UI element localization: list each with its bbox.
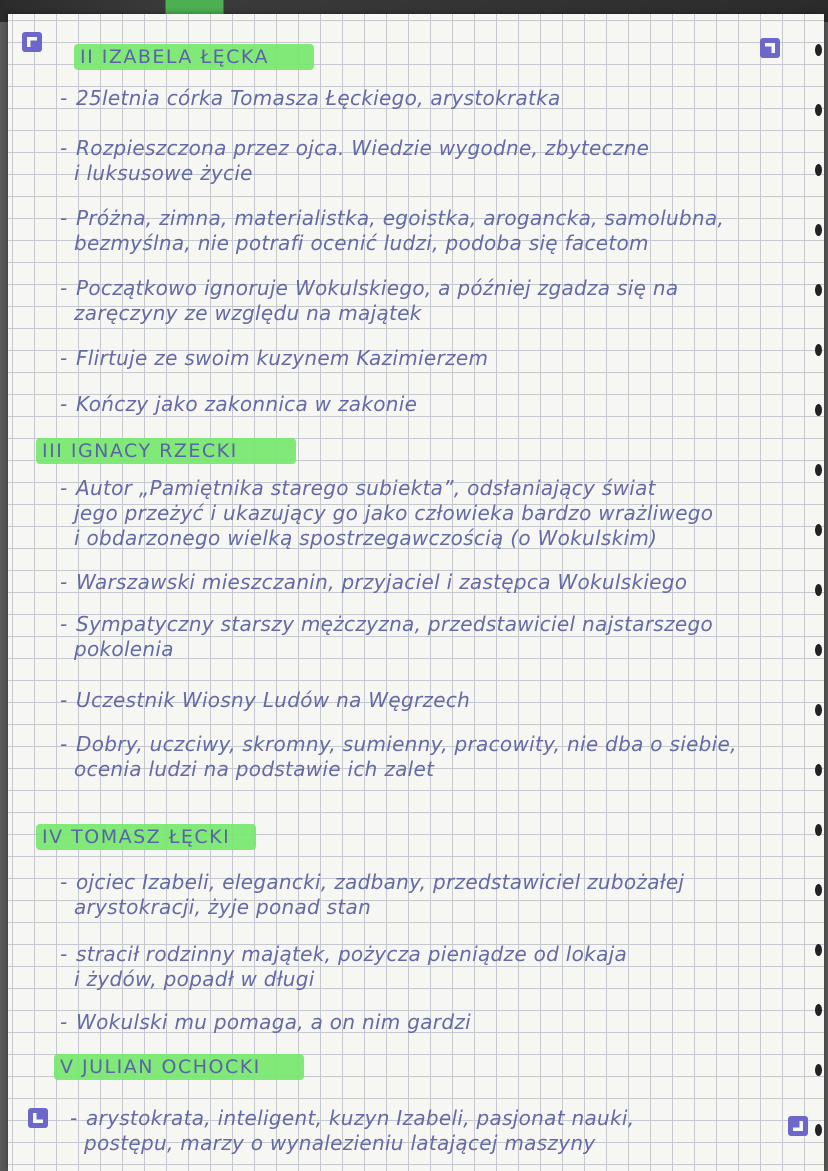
section-heading: V JULIAN OCHOCKI [60,1056,261,1078]
note-item: - Rozpieszczona przez ojca. Wiedzie wygodne, zbyteczne i luksusowe życie [60,136,650,185]
note-item: - Warszawski mieszczanin, przyjaciel i zastępca Wokulskiego [60,570,688,594]
note-item: - Autor „Pamiętnika starego subiekta”, odsłaniający świat jego przeżyć i ukazujący go jako człowieka bardzo wrażliwego i obdarzonego wielką spostrzegawczością (o Wokulskim) [60,476,714,550]
notebook-page [8,14,824,1171]
note-item: - arystokrata, inteligent, kuzyn Izabeli, pasjonat nauki, postępu, marzy o wynalezieniu latającej maszyny [70,1106,635,1155]
notes-content [8,14,824,1171]
note-item: - Sympatyczny starszy mężczyzna, przedstawiciel najstarszego pokolenia [60,612,714,661]
note-item: - Próżna, zimna, materialistka, egoistka, arogancka, samolubna, bezmyślna, nie potrafi ocenić ludzi, podoba się facetom [60,206,725,255]
note-item: - ojciec Izabeli, elegancki, zadbany, przedstawiciel zubożałej arystokracji, żyje ponad stan [60,870,685,919]
section-heading: IV TOMASZ ŁĘCKI [42,826,231,848]
note-item: - Kończy jako zakonnica w zakonie [60,392,418,416]
section-heading: III IGNACY RZECKI [42,440,238,462]
note-item: - Wokulski mu pomaga, a on nim gardzi [60,1010,471,1034]
note-item: - Początkowo ignoruje Wokulskiego, a później zgadza się na zaręczyny ze względu na majątek [60,276,679,325]
note-item: - 25letnia córka Tomasza Łęckiego, arystokratka [60,86,561,110]
note-item: - Uczestnik Wiosny Ludów na Węgrzech [60,688,471,712]
note-item: - Dobry, uczciwy, skromny, sumienny, pracowity, nie dba o siebie, ocenia ludzi na podstawie ich zalet [60,732,737,781]
note-item: - stracił rodzinny majątek, pożycza pieniądze od lokaja i żydów, popadł w długi [60,942,628,991]
note-item: - Flirtuje ze swoim kuzynem Kazimierzem [60,346,489,370]
section-heading: II IZABELA ŁĘCKA [80,46,270,68]
